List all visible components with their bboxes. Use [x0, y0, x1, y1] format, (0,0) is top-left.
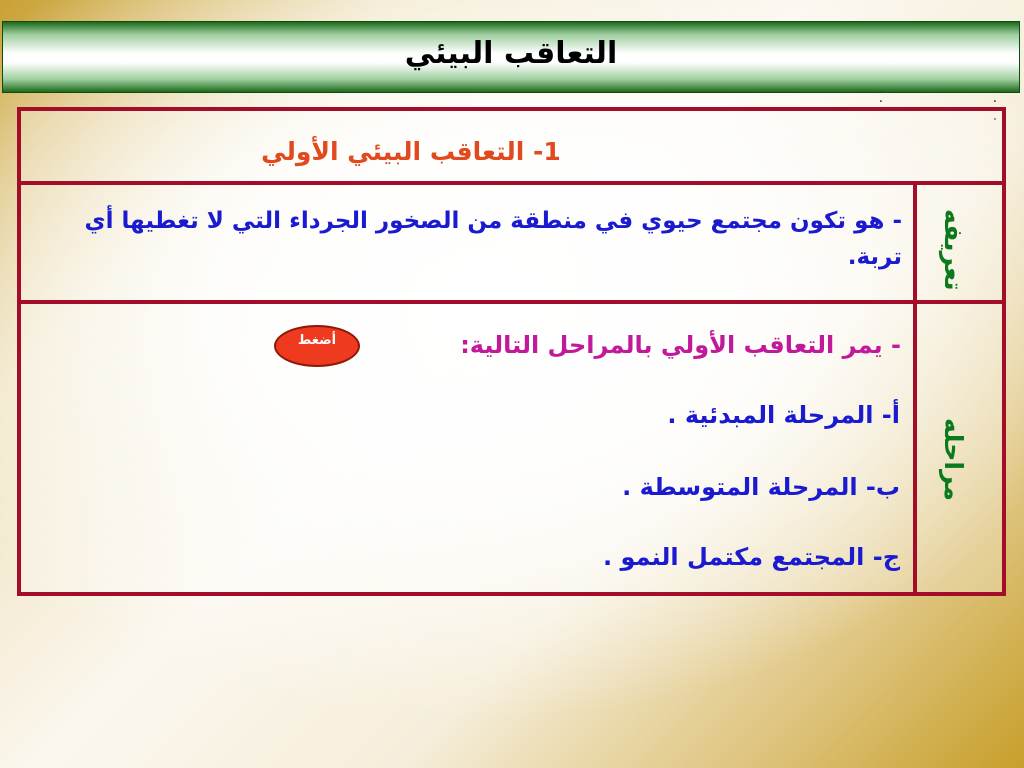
stages-label: مراحله — [939, 418, 968, 501]
stage-item: ج- المجتمع مكتمل النمو . — [603, 543, 900, 571]
slide-title: التعاقب البيئي — [404, 36, 618, 71]
content-table — [17, 107, 1006, 596]
stage-item: ب- المرحلة المتوسطة . — [622, 473, 900, 501]
press-button[interactable]: أضغط — [274, 325, 360, 367]
stage-item: أ- المرحلة المبدئية . — [667, 401, 900, 429]
table-divider-middle — [21, 300, 1002, 304]
section-heading: 1- التعاقب البيئي الأولي — [261, 137, 561, 166]
table-divider-vertical — [913, 181, 917, 592]
definition-label: تعريفه — [939, 209, 968, 291]
definition-text: - هو تكون مجتمع حيوي في منطقة من الصخور الجرداء التي لا تغطيها أي تربة. — [84, 208, 902, 270]
title-bar — [2, 21, 1020, 93]
decorative-dots-left: . . . — [876, 90, 892, 113]
table-divider-top — [21, 181, 1002, 185]
decorative-dots-right: . . . . — [990, 90, 1006, 122]
stages-intro: - يمر التعاقب الأولي بالمراحل التالية: — [460, 331, 901, 359]
